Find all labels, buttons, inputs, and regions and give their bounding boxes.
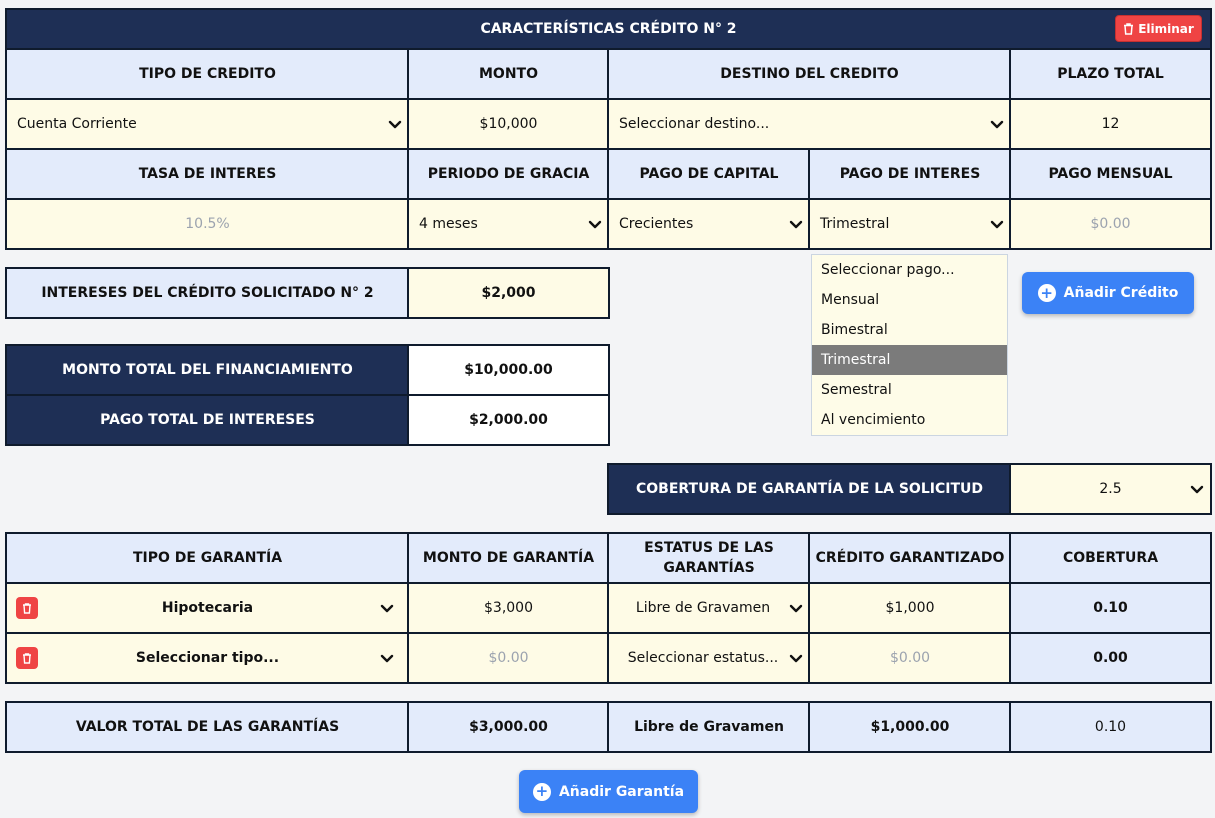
valor-total-cobertura: 0.10 bbox=[1009, 701, 1212, 753]
intereses-value: $2,000 bbox=[407, 267, 610, 319]
chevron-down-icon bbox=[789, 601, 803, 615]
delete-credit-button[interactable] bbox=[1115, 15, 1202, 42]
cobertura-select[interactable]: 2.5 bbox=[1009, 463, 1212, 515]
dropdown-option[interactable]: Mensual bbox=[821, 292, 880, 308]
valor-total-estatus: Libre de Gravamen bbox=[607, 701, 811, 753]
dropdown-option[interactable]: Bimestral bbox=[821, 322, 888, 338]
chevron-down-icon bbox=[380, 651, 394, 665]
tipo-garantia-value: Hipotecaria bbox=[161, 600, 254, 616]
header-tipo-garantia: TIPO DE GARANTÍA bbox=[5, 532, 410, 584]
add-credit-button[interactable] bbox=[1022, 272, 1194, 314]
pago-capital-select[interactable]: Crecientes bbox=[607, 198, 811, 250]
header-tipo-credito: TIPO DE CREDITO bbox=[5, 48, 410, 100]
header-tasa: TASA DE INTERES bbox=[5, 148, 410, 200]
credito-garantizado-input[interactable]: $1,000 bbox=[808, 582, 1012, 634]
valor-total-credito: $1,000.00 bbox=[808, 701, 1012, 753]
chevron-down-icon bbox=[1190, 482, 1204, 496]
monto-total-label: MONTO TOTAL DEL FINANCIAMIENTO bbox=[5, 344, 410, 396]
delete-guarantee-button[interactable] bbox=[16, 597, 38, 619]
dropdown-option[interactable]: Seleccionar pago... bbox=[821, 262, 955, 278]
chevron-down-icon bbox=[380, 601, 394, 615]
intereses-total-label: PAGO TOTAL DE INTERESES bbox=[5, 394, 410, 446]
dropdown-option[interactable]: Al vencimiento bbox=[821, 412, 926, 428]
header-monto: MONTO bbox=[407, 48, 610, 100]
header-credito-garantizado: CRÉDITO GARANTIZADO bbox=[808, 532, 1012, 584]
dropdown-option[interactable]: Semestral bbox=[821, 382, 892, 398]
dropdown-option-selected[interactable]: Trimestral bbox=[812, 345, 1007, 375]
chevron-down-icon bbox=[990, 217, 1004, 231]
monto-garantia-input[interactable]: $0.00 bbox=[407, 632, 610, 684]
delete-guarantee-button[interactable] bbox=[16, 647, 38, 669]
chevron-down-icon bbox=[990, 117, 1004, 131]
header-gracia: PERIODO DE GRACIA bbox=[407, 148, 610, 200]
header-plazo: PLAZO TOTAL bbox=[1009, 48, 1212, 100]
chevron-down-icon bbox=[789, 651, 803, 665]
cobertura-value: 0.00 bbox=[1009, 632, 1212, 684]
intereses-label: INTERESES DEL CRÉDITO SOLICITADO N° 2 bbox=[5, 267, 410, 319]
estatus-garantia-select[interactable]: Seleccionar estatus... bbox=[607, 632, 811, 684]
tipo-garantia-select[interactable] bbox=[5, 582, 410, 634]
tipo-garantia-select[interactable] bbox=[5, 632, 410, 684]
chevron-down-icon bbox=[789, 217, 803, 231]
header-monto-garantia: MONTO DE GARANTÍA bbox=[407, 532, 610, 584]
pago-mensual-value: $0.00 bbox=[1009, 198, 1212, 250]
chevron-down-icon bbox=[388, 117, 402, 131]
tipo-garantia-value: Seleccionar tipo... bbox=[135, 650, 280, 666]
trash-icon bbox=[22, 653, 32, 664]
pago-interes-select[interactable]: Trimestral bbox=[808, 198, 1012, 250]
estatus-garantia-select[interactable]: Libre de Gravamen bbox=[607, 582, 811, 634]
header-pago-interes: PAGO DE INTERES bbox=[808, 148, 1012, 200]
add-credit-label: Añadir Crédito bbox=[1063, 285, 1179, 301]
monto-garantia-input[interactable]: $3,000 bbox=[407, 582, 610, 634]
tasa-value: 10.5% bbox=[5, 198, 410, 250]
trash-icon bbox=[22, 603, 32, 614]
add-guarantee-button[interactable] bbox=[519, 770, 698, 813]
valor-total-label: VALOR TOTAL DE LAS GARANTÍAS bbox=[5, 701, 410, 753]
plazo-input[interactable]: 12 bbox=[1009, 98, 1212, 150]
intereses-total-value: $2,000.00 bbox=[407, 394, 610, 446]
header-pago-capital: PAGO DE CAPITAL bbox=[607, 148, 811, 200]
credito-garantizado-input[interactable]: $0.00 bbox=[808, 632, 1012, 684]
trash-icon bbox=[1123, 23, 1134, 35]
page-title: CARACTERÍSTICAS CRÉDITO N° 2 bbox=[480, 21, 737, 37]
monto-total-value: $10,000.00 bbox=[407, 344, 610, 396]
tipo-credito-select[interactable]: Cuenta Corriente bbox=[5, 98, 410, 150]
header-cobertura: COBERTURA bbox=[1009, 532, 1212, 584]
chevron-down-icon bbox=[588, 217, 602, 231]
plus-circle-icon: + bbox=[533, 783, 551, 801]
plus-circle-icon: + bbox=[1038, 284, 1056, 302]
add-guarantee-label: Añadir Garantía bbox=[558, 783, 685, 800]
monto-input[interactable]: $10,000 bbox=[407, 98, 610, 150]
header-pago-mensual: PAGO MENSUAL bbox=[1009, 148, 1212, 200]
header-destino: DESTINO DEL CREDITO bbox=[607, 48, 1012, 100]
gracia-select[interactable]: 4 meses bbox=[407, 198, 610, 250]
valor-total-monto: $3,000.00 bbox=[407, 701, 610, 753]
cobertura-value: 0.10 bbox=[1009, 582, 1212, 634]
delete-credit-label: Eliminar bbox=[1138, 21, 1194, 36]
header-estatus-garantias: ESTATUS DE LAS GARANTÍAS bbox=[607, 532, 811, 584]
credit-title-bar bbox=[5, 8, 1212, 50]
destino-select[interactable]: Seleccionar destino... bbox=[607, 98, 1012, 150]
pago-interes-dropdown bbox=[811, 254, 1008, 436]
cobertura-label: COBERTURA DE GARANTÍA DE LA SOLICITUD bbox=[607, 463, 1012, 515]
